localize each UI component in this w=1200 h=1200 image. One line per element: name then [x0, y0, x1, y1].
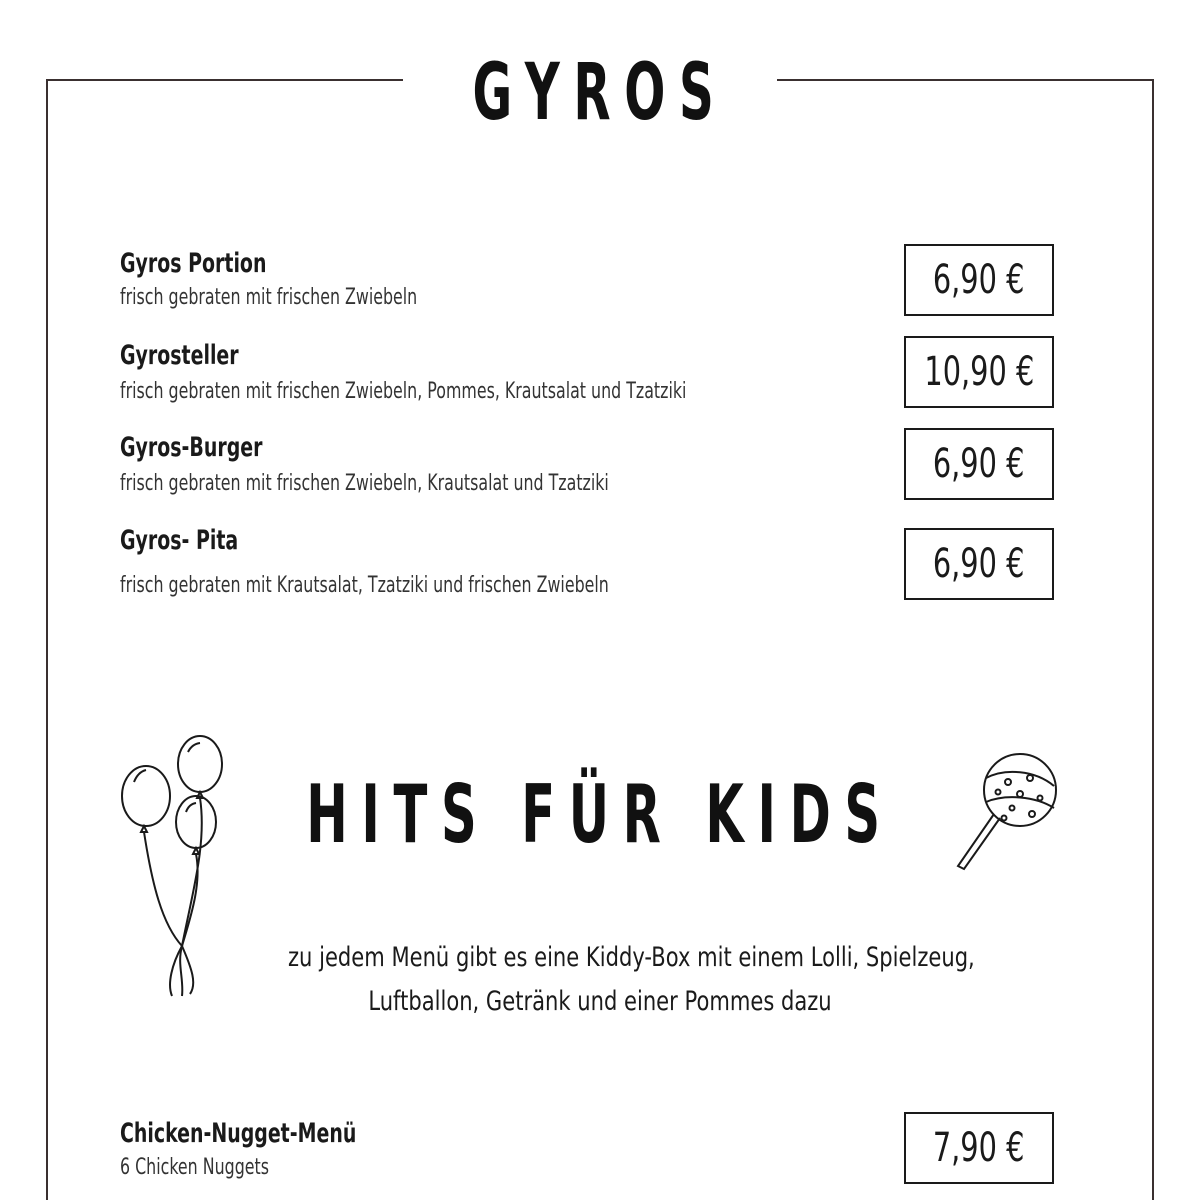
- item-description: frisch gebraten mit frischen Zwiebeln, Krautsalat und Tzatziki: [120, 471, 609, 496]
- kids-intro-line-2: Luftballon, Getränk und einer Pommes dazu: [368, 986, 832, 1017]
- item-name: Gyros Portion: [120, 248, 267, 279]
- menu-item-gyros-burger: [120, 432, 880, 499]
- item-price: 6,90 €: [933, 541, 1025, 587]
- price-box: [904, 528, 1054, 600]
- kids-intro-line-1: zu jedem Menü gibt es eine Kiddy-Box mit einem Lolli, Spielzeug,: [288, 942, 975, 973]
- item-price: 10,90 €: [924, 349, 1034, 395]
- kids-section-title: HITS FÜR KIDS: [306, 768, 894, 861]
- frame-right-line: [1152, 79, 1154, 1200]
- kids-intro-text: [200, 936, 1000, 1024]
- menu-item-chicken-nugget-menu: [120, 1118, 880, 1183]
- price-box: [904, 336, 1054, 408]
- item-name: Gyrosteller: [120, 340, 239, 371]
- item-description: 6 Chicken Nuggets: [120, 1155, 269, 1180]
- item-description: frisch gebraten mit Krautsalat, Tzatziki und frischen Zwiebeln: [120, 573, 609, 598]
- lollipop-icon: [950, 748, 1065, 873]
- item-price: 7,90 €: [933, 1125, 1025, 1171]
- item-description: frisch gebraten mit frischen Zwiebeln, Pommes, Krautsalat und Tzatziki: [120, 379, 687, 404]
- item-name: Chicken-Nugget-Menü: [120, 1118, 357, 1149]
- menu-item-gyros-pita: [120, 525, 880, 601]
- item-name: Gyros-Burger: [120, 432, 263, 463]
- price-box: [904, 244, 1054, 316]
- item-description: frisch gebraten mit frischen Zwiebeln: [120, 285, 418, 310]
- price-box: [904, 428, 1054, 500]
- item-price: 6,90 €: [933, 257, 1025, 303]
- menu-item-gyros-portion: [120, 248, 880, 313]
- item-price: 6,90 €: [933, 441, 1025, 487]
- item-name: Gyros- Pita: [120, 525, 239, 556]
- menu-item-gyrosteller: [120, 340, 880, 407]
- gyros-section-title: GYROS: [472, 48, 728, 138]
- price-box: [904, 1112, 1054, 1184]
- frame-left-line: [46, 79, 48, 1200]
